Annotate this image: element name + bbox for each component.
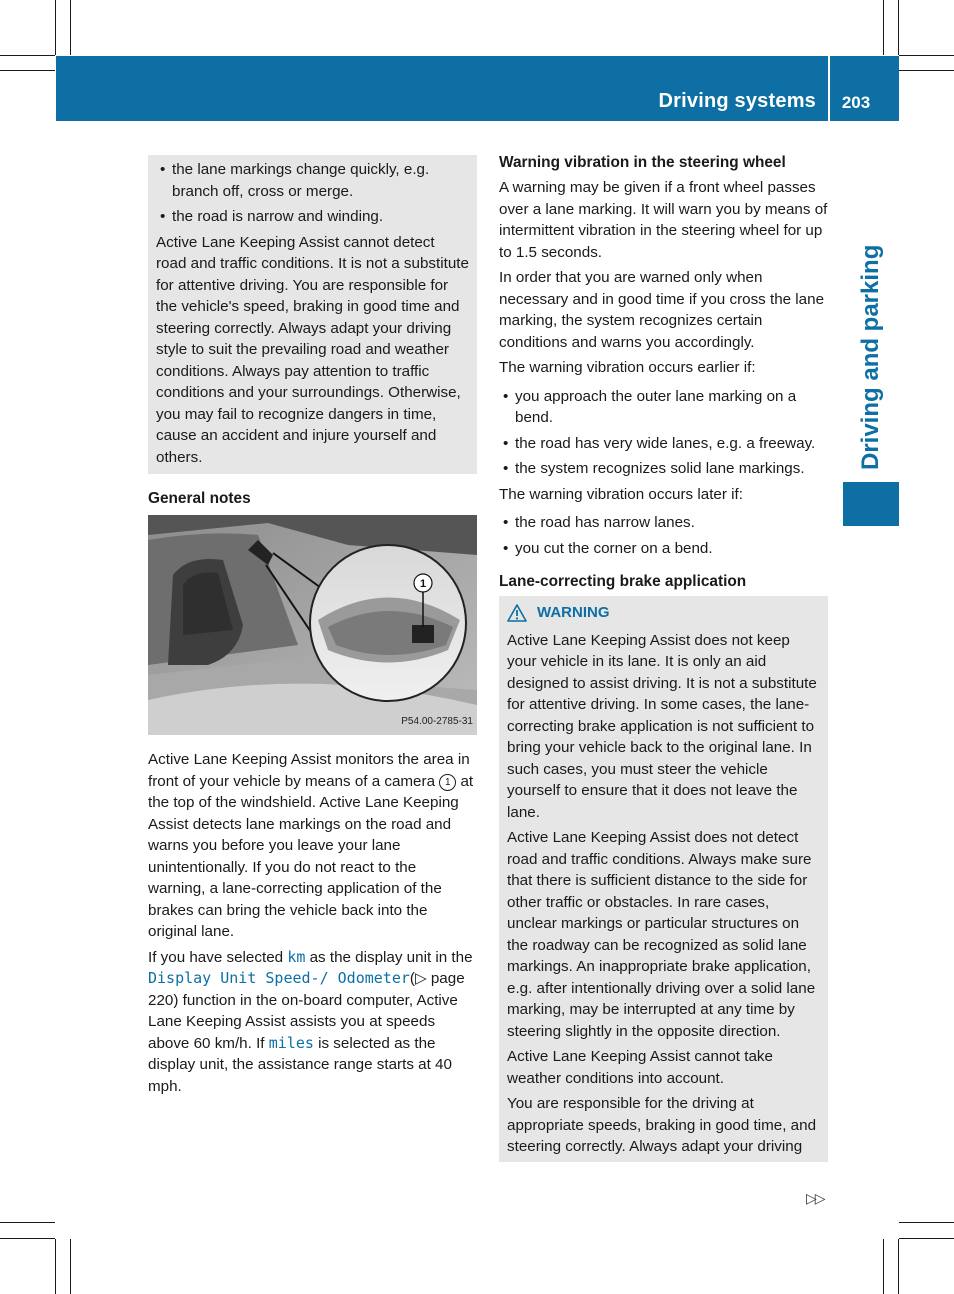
crop-mark bbox=[883, 0, 884, 55]
section-title: Driving systems bbox=[658, 90, 816, 112]
figure-code: P54.00-2785-31 bbox=[401, 715, 473, 727]
warning-triangle-icon bbox=[507, 604, 527, 622]
warning-paragraph: You are responsible for the driving at appropriate speeds, braking in good time, and steering correctly. Always adapt your driving bbox=[507, 1095, 817, 1155]
warning-paragraph: Active Lane Keeping Assist cannot take weather conditions into account. bbox=[507, 1048, 773, 1087]
display-unit-miles: miles bbox=[268, 1033, 314, 1052]
car-interior-illustration bbox=[148, 515, 477, 735]
crop-mark bbox=[0, 55, 55, 56]
warning-label: WARNING bbox=[537, 604, 610, 621]
crop-mark bbox=[70, 1239, 71, 1294]
callout-marker: 1 bbox=[439, 774, 456, 791]
chapter-tab bbox=[843, 482, 899, 526]
list-item: • the road has narrow lanes. bbox=[503, 514, 695, 531]
crop-mark bbox=[898, 0, 899, 55]
list-item: • the road has very wide lanes, e.g. a freeway. bbox=[503, 434, 816, 452]
paragraph: Active Lane Keeping Assist monitors the area in front of your vehicle by means of a camera 1 at the top of the windshield. Active Lane Keeping Assist detects lane markings on the road and warns you before you leave your lane unintentionally. If you do not react to the warning, a lane-correcting application of the brakes can bring the vehicle back into the original lane. bbox=[148, 751, 474, 940]
crop-mark bbox=[0, 1222, 55, 1223]
display-unit-km: km bbox=[287, 947, 306, 966]
camera-figure bbox=[148, 515, 477, 735]
vibration-heading: Warning vibration in the steering wheel bbox=[499, 154, 786, 171]
crop-mark bbox=[0, 70, 55, 71]
crop-mark bbox=[0, 1238, 55, 1239]
crop-mark bbox=[55, 0, 56, 55]
header-divider bbox=[828, 56, 830, 121]
warning-header bbox=[507, 602, 820, 624]
chapter-title: Driving and parking bbox=[857, 244, 884, 470]
left-column bbox=[148, 155, 477, 1101]
page-number: 203 bbox=[841, 93, 871, 112]
menu-item-display-unit: Display Unit Speed-/ Odometer bbox=[148, 969, 410, 987]
crop-mark bbox=[55, 1239, 56, 1294]
crop-mark bbox=[899, 70, 954, 71]
crop-mark bbox=[899, 55, 954, 56]
list-item: • you cut the corner on a bend. bbox=[503, 539, 713, 557]
paragraph: The warning vibration occurs earlier if: bbox=[499, 359, 756, 376]
paragraph: A warning may be given if a front wheel passes over a lane marking. It will warn you by means of intermittent vibration in the steering wheel for up to 1.5 seconds. bbox=[499, 179, 828, 261]
crop-mark bbox=[898, 1239, 899, 1294]
crop-mark bbox=[70, 0, 71, 55]
paragraph: If you have selected km as the display unit in the Display Unit Speed-/ Odometer(▷ page 220) function in the on-board computer, Active Lane Keeping Assist assists you at speeds above 60 km/h. If miles is selected as the display unit, the assistance range starts at 40 mph. bbox=[148, 947, 473, 1095]
right-column bbox=[499, 152, 828, 1162]
warning-paragraph: Active Lane Keeping Assist does not keep your vehicle in its lane. It is only an aid designed to assist driving. It is not a substitute for attentive driving. In some cases, the lane-correcting brake application is not sufficient to bring your vehicle back to the original lane. In such cases, you must steer the vehicle yourself to ensure that it does not leave the lane. bbox=[507, 631, 817, 821]
paragraph: The warning vibration occurs later if: bbox=[499, 485, 743, 503]
note-paragraph: Active Lane Keeping Assist cannot detect road and traffic conditions. It is not a substitute for attentive driving. You are responsible for the vehicle's speed, braking in good time and steering correctly. Always adapt your driving style to suit the prevailing road and weather conditions. Always pay attention to traffic conditions and your surroundings. Otherwise, you may fail to recognize dangers in time, cause an accident and injure yourself and others. bbox=[156, 233, 469, 466]
general-notes-heading: General notes bbox=[148, 490, 251, 507]
list-item: • the system recognizes solid lane markings. bbox=[503, 460, 805, 477]
list-item: • the road is narrow and winding. bbox=[160, 208, 384, 225]
warning-paragraph: Active Lane Keeping Assist does not detect road and traffic conditions. Always make sure that there is sufficient distance to the side for other traffic or obstacles. In rare cases, unclear markings or particular structures on the roadway can be recognized as solid lane markings. An inappropriate brake application, e.g. after intentionally driving over a solid lane marking, may be interrupted at any time by steering slightly in the opposite direction. bbox=[507, 829, 816, 1040]
brake-heading: Lane-correcting brake application bbox=[499, 573, 747, 590]
warning-box bbox=[499, 596, 828, 1162]
list-item: • the lane markings change quickly, e.g. branch off, cross or merge. bbox=[160, 161, 430, 200]
note-box bbox=[148, 155, 477, 474]
list-item: • you approach the outer lane marking on a bend. bbox=[503, 387, 797, 426]
figure-callout: 1 bbox=[419, 578, 427, 590]
crop-mark bbox=[883, 1239, 884, 1294]
crop-mark bbox=[899, 1238, 954, 1239]
crop-mark bbox=[899, 1222, 954, 1223]
continued-marker: ▷▷ bbox=[806, 1190, 824, 1206]
paragraph: In order that you are warned only when necessary and in good time if you cross the lane marking, the system recognizes certain conditions and warns you accordingly. bbox=[499, 269, 825, 351]
